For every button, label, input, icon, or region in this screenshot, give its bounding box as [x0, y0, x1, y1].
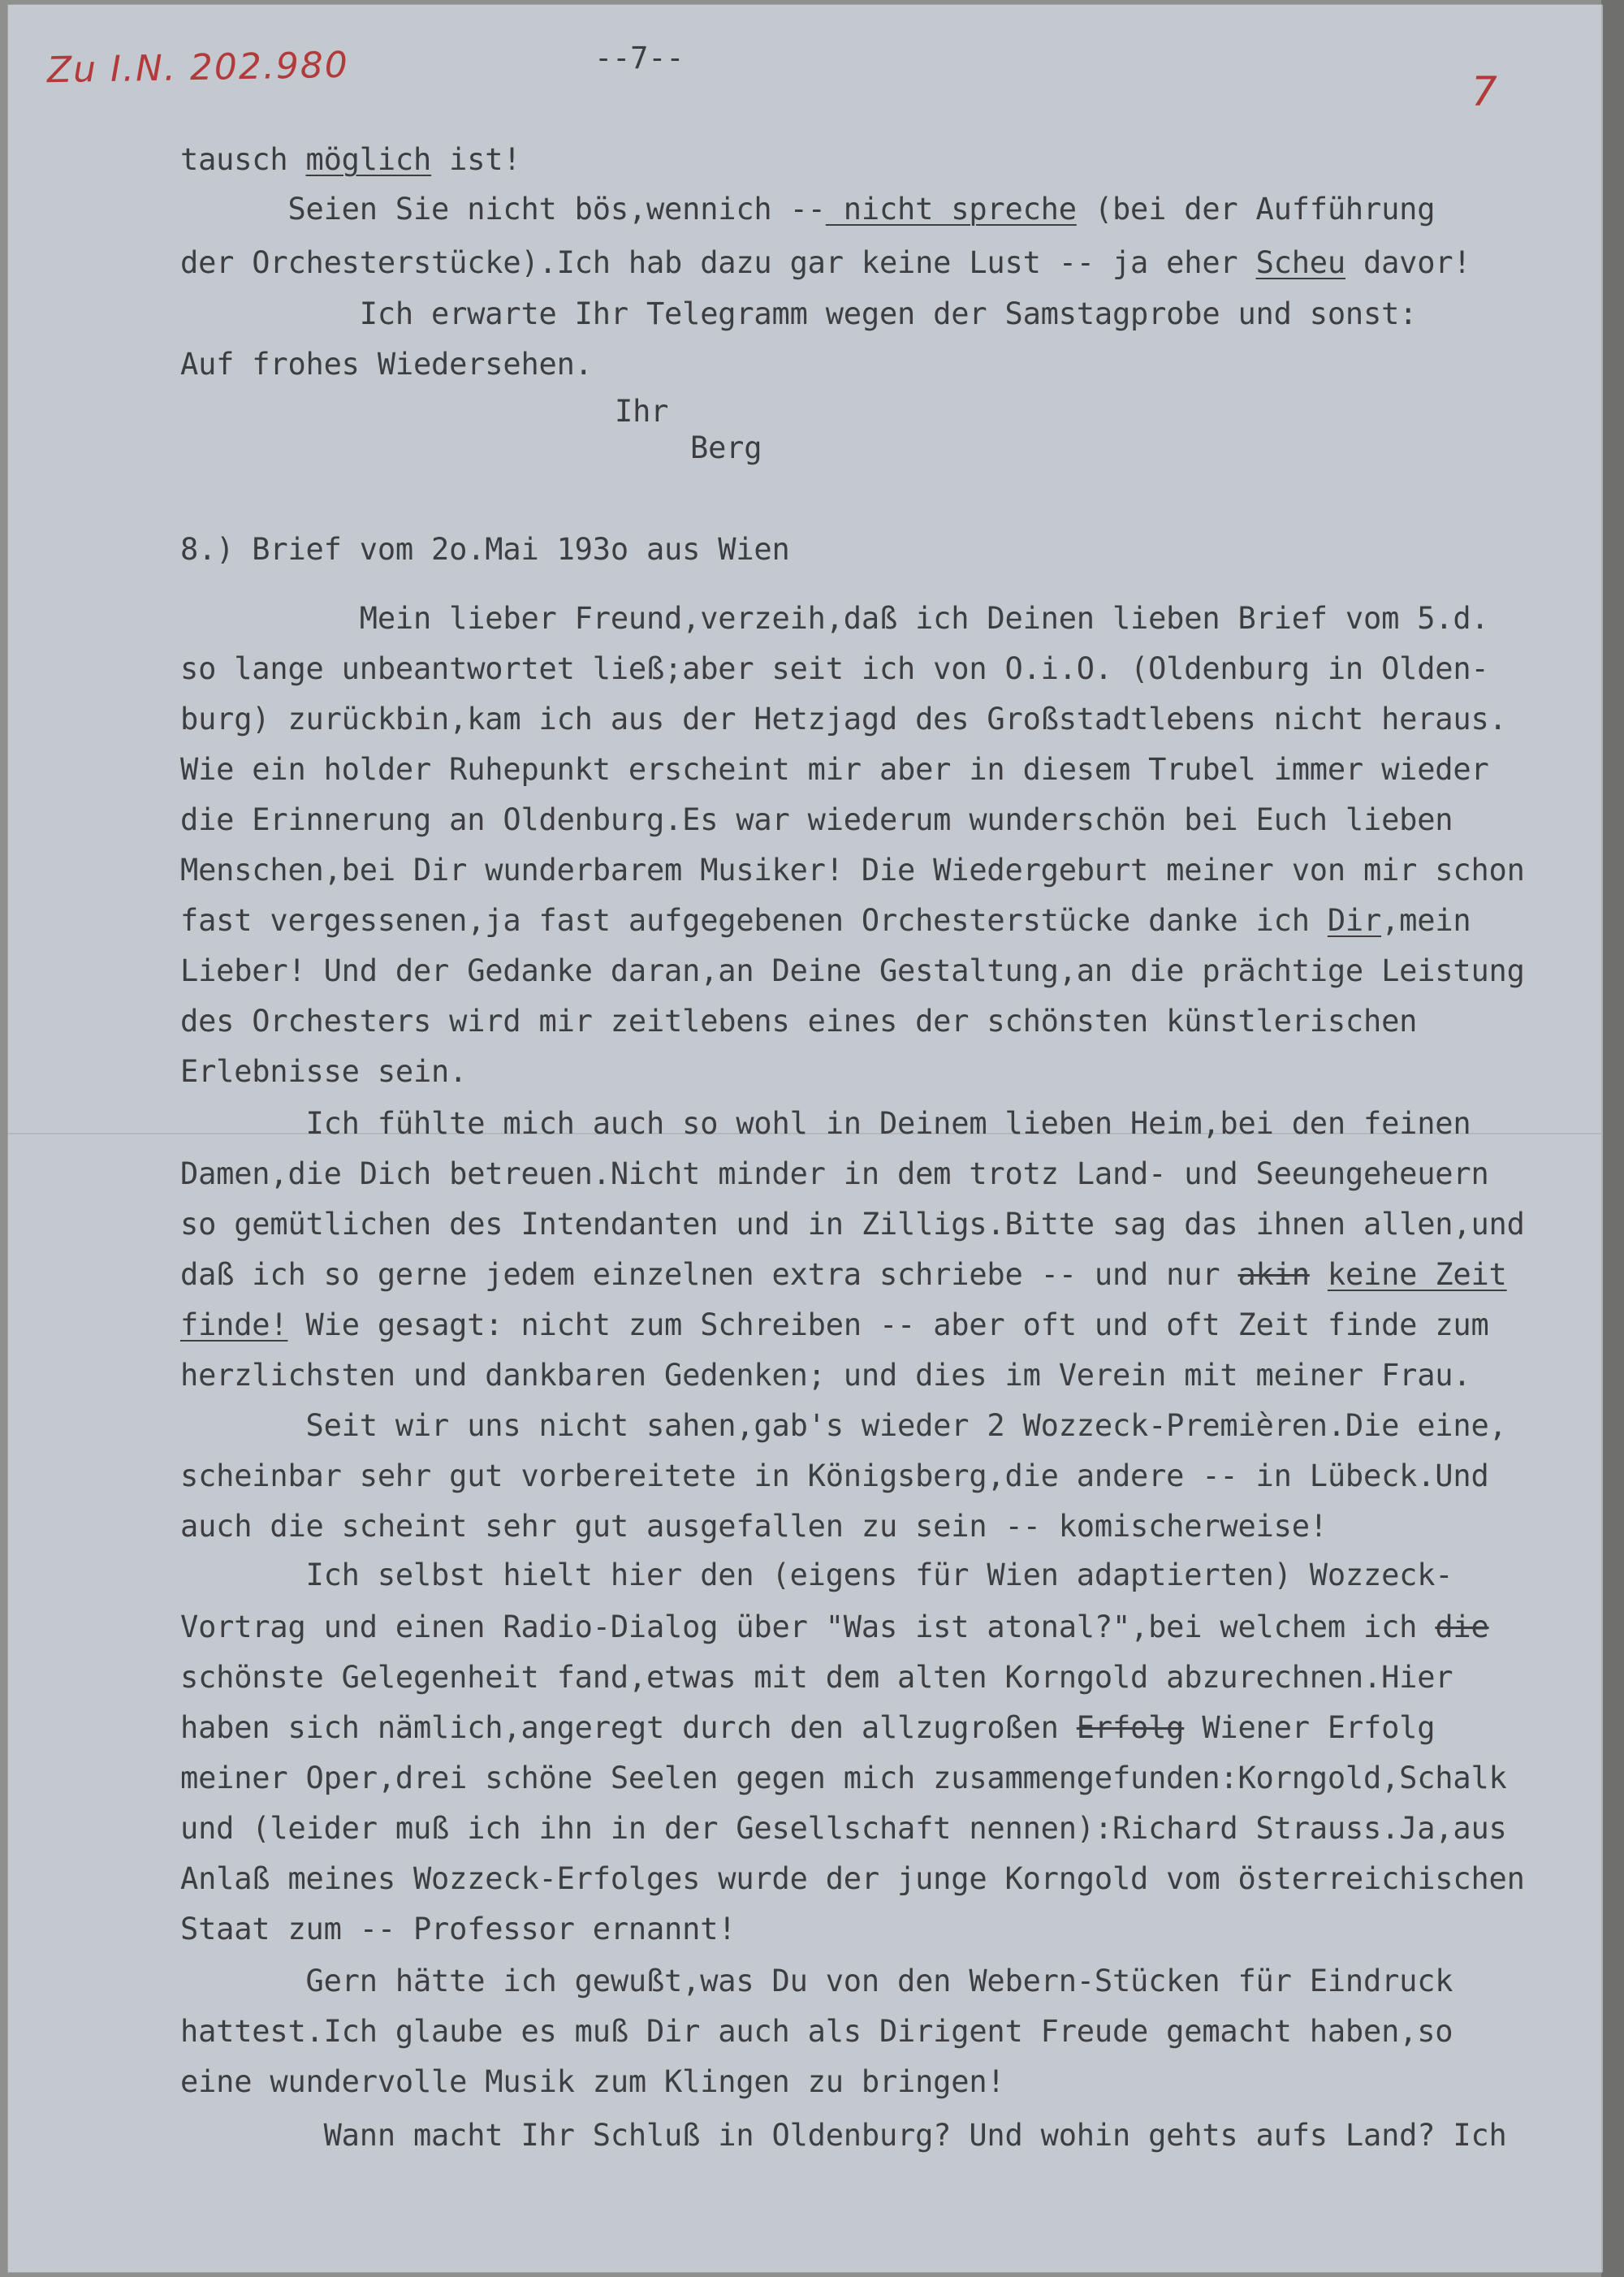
text-line: und (leider muß ich ihn in der Gesellschaft nennen):Richard Strauss.Ja,aus: [180, 1811, 1507, 1846]
text-line: so lange unbeantwortet ließ;aber seit ich von O.i.O. (Oldenburg in Olden-: [180, 651, 1489, 686]
text-line: Damen,die Dich betreuen.Nicht minder in dem trotz Land- und Seeungeheuern: [180, 1156, 1489, 1191]
text-line: Vortrag und einen Radio-Dialog über "Was ist atonal?",bei welchem ich die: [180, 1609, 1489, 1644]
text-line: Ich erwarte Ihr Telegramm wegen der Samstagprobe und sonst:: [180, 296, 1418, 331]
text-line: Anlaß meines Wozzeck-Erfolges wurde der junge Korngold vom österreichischen: [180, 1861, 1525, 1896]
text-line: Menschen,bei Dir wunderbarem Musiker! Die Wiedergeburt meiner von mir schon: [180, 853, 1525, 888]
text-line: eine wundervolle Musik zum Klingen zu bringen!: [180, 2064, 1005, 2099]
archive-reference: Zu I.N. 202.980: [46, 44, 350, 92]
text-line: Staat zum -- Professor ernannt!: [180, 1912, 736, 1946]
page-number-mark: 7: [1471, 68, 1497, 115]
text-line: fast vergessenen,ja fast aufgegebenen Orchesterstücke danke ich Dir,mein: [180, 903, 1471, 938]
text-line: daß ich so gerne jedem einzelnen extra schriebe -- und nur akin keine Zeit: [180, 1257, 1507, 1292]
text-line: Lieber! Und der Gedanke daran,an Deine Gestaltung,an die prächtige Leistung: [180, 953, 1525, 988]
text-line: Ich fühlte mich auch so wohl in Deinem lieben Heim,bei den feinen: [180, 1106, 1471, 1141]
text-line: auch die scheint sehr gut ausgefallen zu sein -- komischerweise!: [180, 1509, 1328, 1544]
text-line: Seien Sie nicht bös,wennich -- nicht spreche (bei der Aufführung: [180, 192, 1436, 227]
text-line: Mein lieber Freund,verzeih,daß ich Deinen lieben Brief vom 5.d.: [180, 601, 1489, 636]
text-line: burg) zurückbin,kam ich aus der Hetzjagd des Großstadtlebens nicht heraus.: [180, 702, 1507, 737]
text-line: schönste Gelegenheit fand,etwas mit dem alten Korngold abzurechnen.Hier: [180, 1660, 1453, 1695]
text-line: scheinbar sehr gut vorbereitete in Königsberg,die andere -- in Lübeck.Und: [180, 1458, 1489, 1493]
text-line: haben sich nämlich,angeregt durch den allzugroßen Erfolg Wiener Erfolg: [180, 1710, 1436, 1745]
text-line: meiner Oper,drei schöne Seelen gegen mich zusammengefunden:Korngold,Schalk: [180, 1761, 1507, 1795]
signature-greeting: Ihr: [615, 394, 669, 429]
text-line: die Erinnerung an Oldenburg.Es war wiederum wunderschön bei Euch lieben: [180, 802, 1453, 837]
scan-background: [1601, 0, 1624, 2277]
signature-name: Berg: [690, 430, 762, 465]
text-line: der Orchesterstücke).Ich hab dazu gar keine Lust -- ja eher Scheu davor!: [180, 245, 1471, 280]
letter-heading: 8.) Brief vom 2o.Mai 193o aus Wien: [180, 532, 790, 567]
text-line: tausch möglich ist!: [180, 142, 521, 177]
text-line: des Orchesters wird mir zeitlebens eines der schönsten künstlerischen: [180, 1004, 1418, 1039]
text-line: Erlebnisse sein.: [180, 1054, 468, 1089]
text-line: Ich selbst hielt hier den (eigens für Wien adaptierten) Wozzeck-: [180, 1558, 1453, 1592]
text-line: Gern hätte ich gewußt,was Du von den Webern-Stücken für Eindruck: [180, 1964, 1453, 1998]
text-line: Auf frohes Wiedersehen.: [180, 347, 593, 382]
text-line: hattest.Ich glaube es muß Dir auch als Dirigent Freude gemacht haben,so: [180, 2014, 1453, 2049]
text-line: so gemütlichen des Intendanten und in Zilligs.Bitte sag das ihnen allen,und: [180, 1207, 1525, 1242]
text-line: herzlichsten und dankbaren Gedenken; und dies im Verein mit meiner Frau.: [180, 1358, 1471, 1393]
text-line: finde! Wie gesagt: nicht zum Schreiben -- aber oft und oft Zeit finde zum: [180, 1307, 1489, 1342]
text-line: Wann macht Ihr Schluß in Oldenburg? Und wohin gehts aufs Land? Ich: [180, 2118, 1507, 2153]
text-line: Seit wir uns nicht sahen,gab's wieder 2 Wozzeck-Premièren.Die eine,: [180, 1408, 1507, 1443]
text-line: Wie ein holder Ruhepunkt erscheint mir aber in diesem Trubel immer wieder: [180, 752, 1489, 787]
page-header: --7--: [594, 41, 685, 76]
